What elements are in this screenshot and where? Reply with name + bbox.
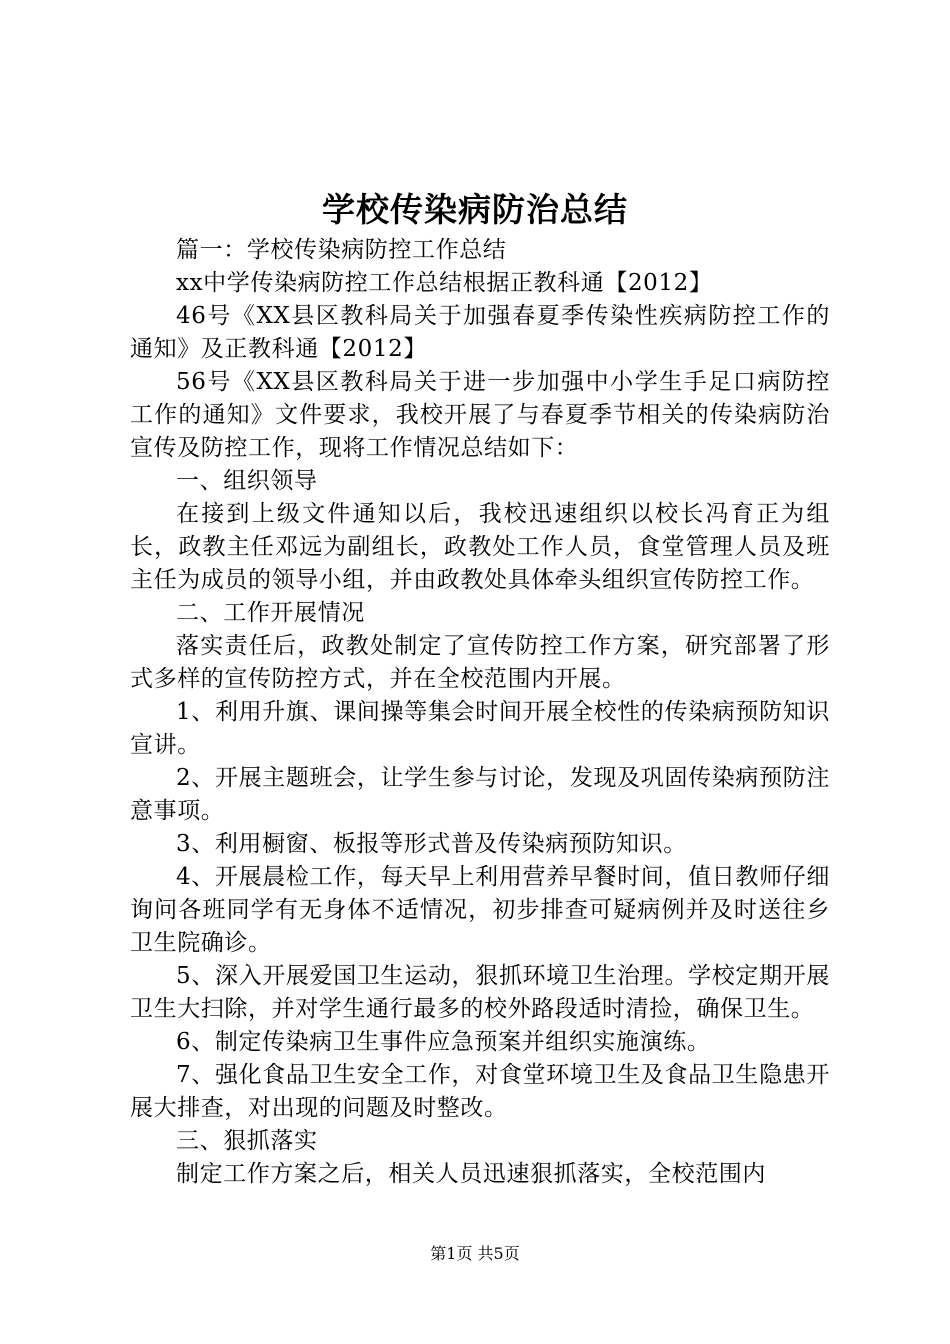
paragraph: 制定工作方案之后，相关人员迅速狠抓落实，全校范围内 — [176, 1161, 766, 1187]
list-item: 6、制定传染病卫生事件应急预案并组织实施演练。 — [176, 1029, 711, 1055]
section-heading: 一、组织领导 — [176, 468, 318, 494]
paragraph: 56号《XX县区教科局关于进一步加强中小学生手足口病防控工作的通知》文件要求，我校开展了与春夏季节相关的传染病防治宣传及防控工作，现将工作情况总结如下： — [130, 369, 830, 461]
list-item: 5、深入开展爱国卫生运动，狠抓环境卫生治理。学校定期开展卫生大扫除，并对学生通行最多的校外路段适时清捡，确保卫生。 — [130, 963, 830, 1022]
page-number-footer: 第1页 共5页 — [430, 1244, 520, 1263]
document-title: 学校传染病防治总结 — [322, 190, 628, 229]
list-item: 1、利用升旗、课间操等集会时间开展全校性的传染病预防知识宣讲。 — [130, 699, 830, 758]
list-item: 3、利用橱窗、板报等形式普及传染病预防知识。 — [176, 831, 687, 857]
section-heading: 三、狠抓落实 — [176, 1128, 318, 1154]
list-item: 7、强化食品卫生安全工作，对食堂环境卫生及食品卫生隐患开展大排查，对出现的问题及时整改。 — [130, 1062, 830, 1121]
paragraph: 落实责任后，政教处制定了宣传防控工作方案，研究部署了形式多样的宣传防控方式，并在全校范围内开展。 — [130, 633, 830, 692]
section-heading: 二、工作开展情况 — [176, 600, 365, 626]
paragraph-intro-heading: 篇一：学校传染病防控工作总结 — [176, 237, 507, 263]
paragraph: 46号《XX县区教科局关于加强春夏季传染性疾病防控工作的通知》及正教科通【2012】 — [130, 303, 830, 362]
document-body — [130, 234, 830, 1191]
list-item: 2、开展主题班会，让学生参与讨论，发现及巩固传染病预防注意事项。 — [130, 765, 830, 824]
list-item: 4、开展晨检工作，每天早上利用营养早餐时间，值日教师仔细询问各班同学有无身体不适情况，初步排查可疑病例并及时送往乡卫生院确诊。 — [130, 864, 830, 956]
paragraph: 在接到上级文件通知以后，我校迅速组织以校长冯育正为组长，政教主任邓远为副组长，政教处工作人员，食堂管理人员及班主任为成员的领导小组，并由政教处具体牵头组织宣传防控工作。 — [130, 501, 830, 593]
paragraph: xx中学传染病防控工作总结根据正教科通【2012】 — [176, 270, 713, 296]
